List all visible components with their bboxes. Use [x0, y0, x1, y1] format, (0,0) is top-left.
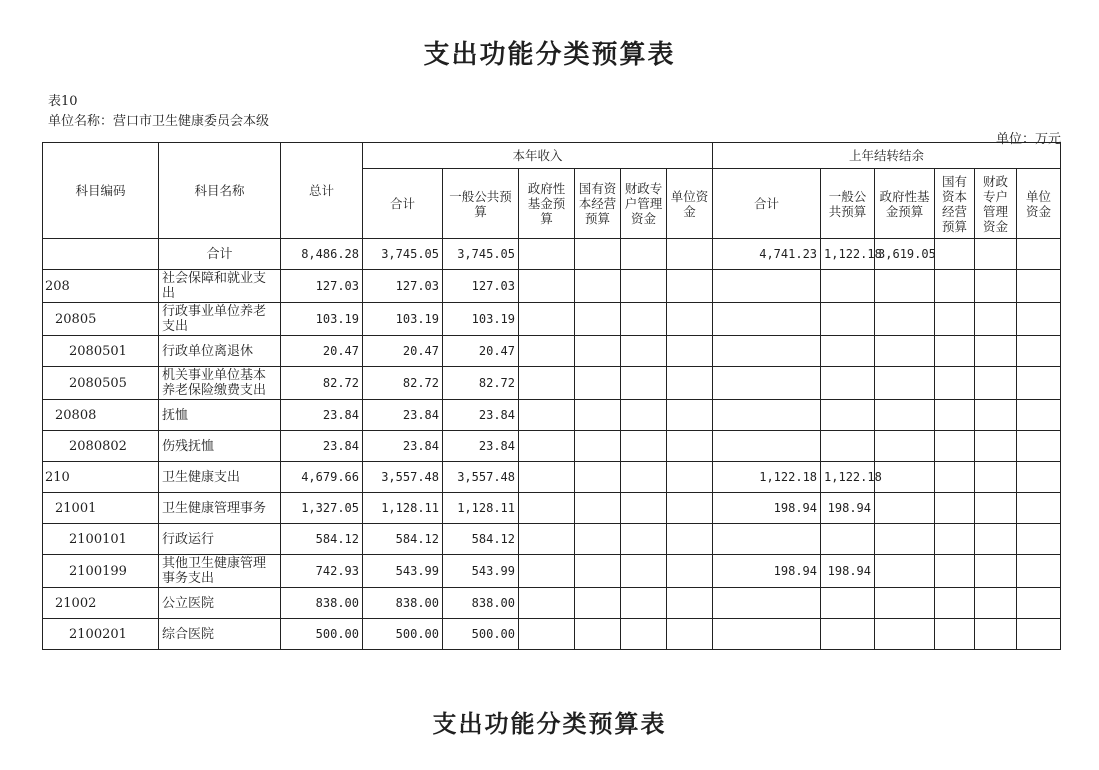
cell-cy-special [621, 462, 667, 493]
cell-co-state [935, 588, 975, 619]
cell-co-special [975, 619, 1017, 650]
header-cy-unit: 单位资金 [667, 169, 713, 239]
cell-cy-state [575, 303, 621, 336]
cell-co-state [935, 493, 975, 524]
cell-name: 综合医院 [159, 619, 281, 650]
cell-co-unit [1017, 555, 1061, 588]
cell-total: 23.84 [281, 431, 363, 462]
cell-cy-fund [519, 367, 575, 400]
bottom-title: 支出功能分类预算表 [432, 709, 667, 738]
cell-co-general [821, 619, 875, 650]
cell-total: 4,679.66 [281, 462, 363, 493]
cell-cy-special [621, 400, 667, 431]
cell-co-total [713, 619, 821, 650]
cell-co-special [975, 524, 1017, 555]
cell-co-fund [875, 431, 935, 462]
cell-cy-general: 1,128.11 [443, 493, 519, 524]
cell-co-special [975, 303, 1017, 336]
cell-co-fund [875, 555, 935, 588]
cell-co-general [821, 270, 875, 303]
cell-co-fund [875, 619, 935, 650]
cell-total: 127.03 [281, 270, 363, 303]
budget-table [42, 142, 1061, 650]
cell-cy-total: 20.47 [363, 336, 443, 367]
cell-cy-fund [519, 336, 575, 367]
cell-cy-unit [667, 303, 713, 336]
header-co-total: 合计 [713, 169, 821, 239]
cell-code: 2080501 [43, 336, 159, 367]
cell-cy-total: 3,745.05 [363, 239, 443, 270]
header-cy-total: 合计 [363, 169, 443, 239]
cell-co-total [713, 400, 821, 431]
cell-co-general: 1,122.18 [821, 239, 875, 270]
cell-cy-state [575, 555, 621, 588]
cell-co-total [713, 588, 821, 619]
cell-cy-unit [667, 462, 713, 493]
cell-co-state [935, 524, 975, 555]
cell-co-state [935, 270, 975, 303]
cell-co-fund [875, 336, 935, 367]
header-cy-general: 一般公共预算 [443, 169, 519, 239]
cell-cy-general: 20.47 [443, 336, 519, 367]
table-row [43, 239, 1061, 270]
cell-cy-unit [667, 524, 713, 555]
cell-co-state [935, 336, 975, 367]
cell-cy-unit [667, 400, 713, 431]
cell-code: 2080505 [43, 367, 159, 400]
cell-total: 500.00 [281, 619, 363, 650]
cell-co-state [935, 367, 975, 400]
cell-cy-total: 584.12 [363, 524, 443, 555]
cell-total: 103.19 [281, 303, 363, 336]
cell-code: 2100101 [43, 524, 159, 555]
cell-co-fund [875, 303, 935, 336]
header-cy-fund: 政府性基金预算 [519, 169, 575, 239]
cell-cy-state [575, 493, 621, 524]
cell-cy-special [621, 588, 667, 619]
cell-name: 社会保障和就业支出 [159, 270, 281, 303]
cell-total: 20.47 [281, 336, 363, 367]
cell-code: 210 [43, 462, 159, 493]
cell-name: 机关事业单位基本养老保险缴费支出 [159, 367, 281, 400]
cell-co-total: 1,122.18 [713, 462, 821, 493]
cell-cy-unit [667, 367, 713, 400]
cell-co-unit [1017, 270, 1061, 303]
header-total: 总计 [281, 143, 363, 239]
cell-cy-fund [519, 270, 575, 303]
cell-co-special [975, 555, 1017, 588]
cell-cy-special [621, 270, 667, 303]
table-row [43, 524, 1061, 555]
header-co-fund: 政府性基金预算 [875, 169, 935, 239]
cell-total: 8,486.28 [281, 239, 363, 270]
cell-co-unit [1017, 336, 1061, 367]
cell-cy-unit [667, 239, 713, 270]
cell-cy-state [575, 270, 621, 303]
cell-cy-unit [667, 431, 713, 462]
cell-co-total [713, 336, 821, 367]
cell-cy-general: 584.12 [443, 524, 519, 555]
cell-name: 卫生健康支出 [159, 462, 281, 493]
cell-cy-fund [519, 619, 575, 650]
cell-co-special [975, 239, 1017, 270]
cell-cy-general: 543.99 [443, 555, 519, 588]
table-row [43, 400, 1061, 431]
cell-co-total: 198.94 [713, 555, 821, 588]
cell-co-general [821, 588, 875, 619]
cell-co-general: 198.94 [821, 555, 875, 588]
cell-cy-unit [667, 336, 713, 367]
cell-cy-general: 3,745.05 [443, 239, 519, 270]
cell-total: 584.12 [281, 524, 363, 555]
cell-cy-total: 103.19 [363, 303, 443, 336]
cell-co-special [975, 336, 1017, 367]
unit-name: 单位名称：营口市卫生健康委员会本级 [48, 114, 270, 129]
cell-cy-state [575, 462, 621, 493]
cell-co-total: 198.94 [713, 493, 821, 524]
cell-co-general [821, 524, 875, 555]
cell-co-fund [875, 462, 935, 493]
cell-name: 行政运行 [159, 524, 281, 555]
cell-cy-state [575, 431, 621, 462]
cell-co-state [935, 619, 975, 650]
table-row [43, 493, 1061, 524]
cell-name: 抚恤 [159, 400, 281, 431]
cell-co-total [713, 431, 821, 462]
cell-cy-total: 23.84 [363, 400, 443, 431]
cell-cy-general: 23.84 [443, 431, 519, 462]
table-row [43, 367, 1061, 400]
cell-cy-state [575, 619, 621, 650]
cell-name: 伤残抚恤 [159, 431, 281, 462]
cell-cy-special [621, 619, 667, 650]
table-body [43, 239, 1061, 650]
cell-co-fund [875, 270, 935, 303]
cell-co-special [975, 400, 1017, 431]
cell-co-fund [875, 588, 935, 619]
cell-cy-general: 23.84 [443, 400, 519, 431]
cell-cy-special [621, 367, 667, 400]
cell-co-unit [1017, 462, 1061, 493]
cell-code: 2100199 [43, 555, 159, 588]
cell-co-unit [1017, 239, 1061, 270]
cell-cy-unit [667, 555, 713, 588]
cell-co-state [935, 239, 975, 270]
cell-co-unit [1017, 303, 1061, 336]
cell-cy-special [621, 431, 667, 462]
table-row [43, 303, 1061, 336]
cell-cy-total: 1,128.11 [363, 493, 443, 524]
cell-co-special [975, 462, 1017, 493]
cell-co-total [713, 270, 821, 303]
cell-cy-general: 103.19 [443, 303, 519, 336]
page-title: 支出功能分类预算表 [423, 40, 676, 70]
cell-cy-state [575, 588, 621, 619]
cell-code: 21002 [43, 588, 159, 619]
header-co-state: 国有资本经营预算 [935, 169, 975, 239]
cell-cy-state [575, 524, 621, 555]
cell-cy-special [621, 493, 667, 524]
cell-co-state [935, 303, 975, 336]
cell-cy-special [621, 336, 667, 367]
cell-cy-total: 500.00 [363, 619, 443, 650]
cell-cy-unit [667, 493, 713, 524]
cell-cy-special [621, 303, 667, 336]
header-name: 科目名称 [159, 143, 281, 239]
cell-cy-fund [519, 588, 575, 619]
cell-code: 21001 [43, 493, 159, 524]
cell-co-fund [875, 524, 935, 555]
table-row [43, 462, 1061, 493]
cell-cy-general: 838.00 [443, 588, 519, 619]
cell-cy-total: 3,557.48 [363, 462, 443, 493]
table-row [43, 619, 1061, 650]
cell-total: 742.93 [281, 555, 363, 588]
header-cy-state: 国有资本经营预算 [575, 169, 621, 239]
cell-co-general [821, 303, 875, 336]
cell-co-total [713, 524, 821, 555]
cell-cy-unit [667, 619, 713, 650]
table-row [43, 336, 1061, 367]
cell-cy-state [575, 367, 621, 400]
cell-co-special [975, 367, 1017, 400]
table-row [43, 431, 1061, 462]
cell-cy-total: 82.72 [363, 367, 443, 400]
cell-name: 卫生健康管理事务 [159, 493, 281, 524]
cell-name: 行政事业单位养老支出 [159, 303, 281, 336]
cell-cy-fund [519, 462, 575, 493]
cell-cy-state [575, 239, 621, 270]
cell-co-unit [1017, 400, 1061, 431]
cell-cy-general: 500.00 [443, 619, 519, 650]
cell-cy-general: 127.03 [443, 270, 519, 303]
cell-co-unit [1017, 524, 1061, 555]
header-co-general: 一般公共预算 [821, 169, 875, 239]
cell-co-fund: 3,619.05 [875, 239, 935, 270]
cell-co-special [975, 270, 1017, 303]
cell-cy-state [575, 336, 621, 367]
cell-co-general [821, 367, 875, 400]
cell-co-fund [875, 367, 935, 400]
table-row [43, 270, 1061, 303]
cell-cy-fund [519, 400, 575, 431]
cell-total: 82.72 [281, 367, 363, 400]
cell-cy-total: 127.03 [363, 270, 443, 303]
cell-co-state [935, 462, 975, 493]
cell-name: 合计 [159, 239, 281, 270]
header-current-year: 本年收入 [363, 143, 713, 169]
cell-co-special [975, 493, 1017, 524]
cell-co-general: 1,122.18 [821, 462, 875, 493]
cell-cy-fund [519, 493, 575, 524]
cell-co-general [821, 400, 875, 431]
cell-co-special [975, 588, 1017, 619]
form-number: 表10 [48, 94, 78, 109]
cell-cy-general: 82.72 [443, 367, 519, 400]
cell-co-state [935, 555, 975, 588]
cell-total: 1,327.05 [281, 493, 363, 524]
cell-code [43, 239, 159, 270]
cell-cy-general: 3,557.48 [443, 462, 519, 493]
cell-cy-total: 543.99 [363, 555, 443, 588]
cell-co-state [935, 431, 975, 462]
cell-co-unit [1017, 588, 1061, 619]
cell-cy-fund [519, 431, 575, 462]
cell-cy-fund [519, 239, 575, 270]
cell-code: 208 [43, 270, 159, 303]
cell-code: 2080802 [43, 431, 159, 462]
table-row [43, 588, 1061, 619]
cell-co-general [821, 336, 875, 367]
cell-co-fund [875, 400, 935, 431]
cell-co-unit [1017, 431, 1061, 462]
header-code: 科目编码 [43, 143, 159, 239]
cell-co-special [975, 431, 1017, 462]
cell-cy-unit [667, 588, 713, 619]
cell-co-total: 4,741.23 [713, 239, 821, 270]
cell-co-unit [1017, 619, 1061, 650]
cell-cy-total: 838.00 [363, 588, 443, 619]
cell-cy-special [621, 239, 667, 270]
unit-label: 单位：万元 [995, 132, 1061, 147]
cell-cy-special [621, 555, 667, 588]
cell-co-unit [1017, 493, 1061, 524]
header-co-special: 财政专户管理资金 [975, 169, 1017, 239]
cell-co-unit [1017, 367, 1061, 400]
cell-co-state [935, 400, 975, 431]
cell-cy-total: 23.84 [363, 431, 443, 462]
header-co-unit: 单位资金 [1017, 169, 1061, 239]
cell-cy-state [575, 400, 621, 431]
cell-cy-fund [519, 524, 575, 555]
cell-name: 其他卫生健康管理事务支出 [159, 555, 281, 588]
cell-cy-fund [519, 555, 575, 588]
cell-cy-special [621, 524, 667, 555]
cell-co-total [713, 303, 821, 336]
cell-name: 公立医院 [159, 588, 281, 619]
cell-name: 行政单位离退休 [159, 336, 281, 367]
cell-total: 838.00 [281, 588, 363, 619]
cell-total: 23.84 [281, 400, 363, 431]
cell-co-general [821, 431, 875, 462]
cell-code: 20805 [43, 303, 159, 336]
cell-code: 20808 [43, 400, 159, 431]
cell-cy-fund [519, 303, 575, 336]
cell-co-fund [875, 493, 935, 524]
header-carryover: 上年结转结余 [713, 143, 1061, 169]
header-cy-special: 财政专户管理资金 [621, 169, 667, 239]
cell-co-total [713, 367, 821, 400]
cell-co-general: 198.94 [821, 493, 875, 524]
cell-code: 2100201 [43, 619, 159, 650]
cell-cy-unit [667, 270, 713, 303]
table-row [43, 555, 1061, 588]
